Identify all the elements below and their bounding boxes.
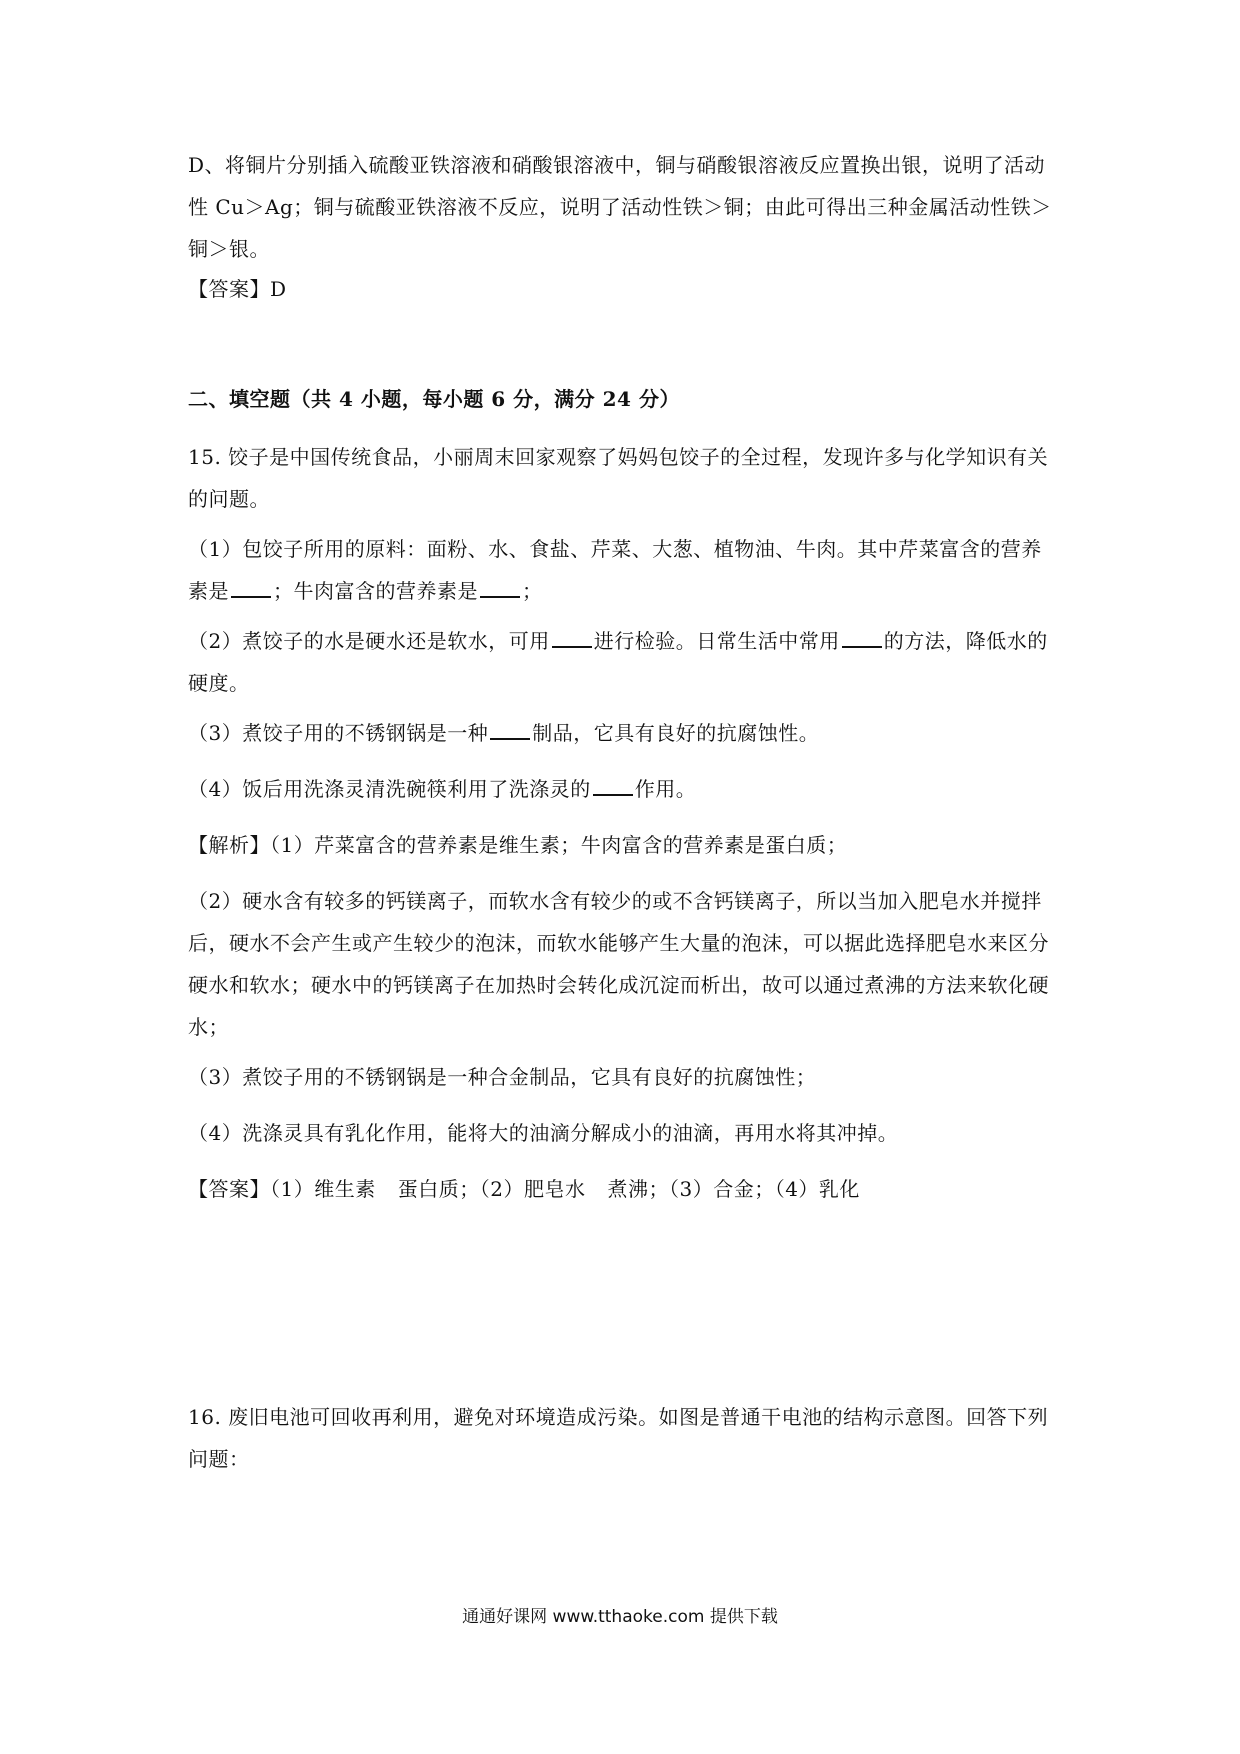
answer-blank[interactable] (552, 624, 592, 648)
question-15-part-4 (188, 768, 1060, 810)
q15-1-text-c: ； (522, 579, 543, 603)
answer-blank[interactable] (842, 624, 882, 648)
answer-15-part-a: 【答案】（1）维生素 (188, 1177, 376, 1201)
analysis-part-4: （4）洗涤灵具有乳化作用，能将大的油滴分解成小的油滴，再用水将其冲掉。 (188, 1121, 899, 1145)
answer-blank[interactable] (480, 574, 520, 598)
analysis-part-3: （3）煮饺子用的不锈钢锅是一种合金制品，它具有良好的抗腐蚀性； (188, 1065, 817, 1089)
section-heading: 二、填空题（共 4 小题，每小题 6 分，满分 24 分） (188, 387, 680, 411)
answer-14: 【答案】D (188, 277, 287, 301)
answer-blank[interactable] (593, 772, 633, 796)
analysis-part-1: 【解析】（1）芹菜富含的营养素是维生素；牛肉富含的营养素是蛋白质； (188, 833, 848, 857)
q15-3-text-b: 制品，它具有良好的抗腐蚀性。 (532, 721, 820, 745)
question-15-stem: 15. 饺子是中国传统食品，小丽周末回家观察了妈妈包饺子的全过程，发现许多与化学知识有关的问题。 (188, 445, 1049, 511)
q15-2-text-c: 的方法，降低水的硬度。 (188, 629, 1048, 695)
page-footer: 通通好课网 www.tthaoke.com 提供下载 (462, 1607, 778, 1627)
q15-3-text-a: （3）煮饺子用的不锈钢锅是一种 (188, 721, 489, 745)
q15-2-text-a: （2）煮饺子的水是硬水还是软水，可用 (188, 629, 550, 653)
answer-15 (188, 1168, 1060, 1210)
answer-blank[interactable] (231, 574, 271, 598)
q15-2-text-b: 进行检验。日常生活中常用 (593, 629, 840, 653)
question-16-stem: 16. 废旧电池可回收再利用，避免对环境造成污染。如图是普通干电池的结构示意图。回答下列问题： (188, 1405, 1049, 1471)
question-15-part-1 (188, 528, 1060, 612)
q15-1-text-a: （1）包饺子所用的原料：面粉、水、食盐、芹菜、大葱、植物油、牛肉。其中芹菜富含的营养素是 (188, 537, 1042, 603)
option-d-explanation: D、将铜片分别插入硫酸亚铁溶液和硝酸银溶液中，铜与硝酸银溶液反应置换出银，说明了活动性 Cu＞Ag；铜与硫酸亚铁溶液不反应，说明了活动性铁＞铜；由此可得出三种金属活动性铁＞铜＞银。 (188, 153, 1052, 261)
question-15-part-3 (188, 712, 1060, 754)
answer-blank[interactable] (490, 716, 530, 740)
q15-1-text-b: ；牛肉富含的营养素是 (273, 579, 478, 603)
q15-4-text-b: 作用。 (634, 777, 697, 801)
answer-15-part-b: 蛋白质；（2）肥皂水 (397, 1177, 586, 1201)
answer-15-part-c: 煮沸；（3）合金；（4）乳化 (607, 1177, 860, 1201)
q15-4-text-a: （4）饭后用洗涤灵清洗碗筷利用了洗涤灵的 (188, 777, 591, 801)
question-15-part-2 (188, 620, 1060, 704)
analysis-part-2: （2）硬水含有较多的钙镁离子，而软水含有较少的或不含钙镁离子，所以当加入肥皂水并搅拌后，硬水不会产生或产生较少的泡沫，而软水能够产生大量的泡沫，可以据此选择肥皂水来区分硬水和软水；硬水中的钙镁离子在加热时会转化成沉淀而析出，故可以通过煮沸的方法来软化硬水； (188, 889, 1049, 1039)
